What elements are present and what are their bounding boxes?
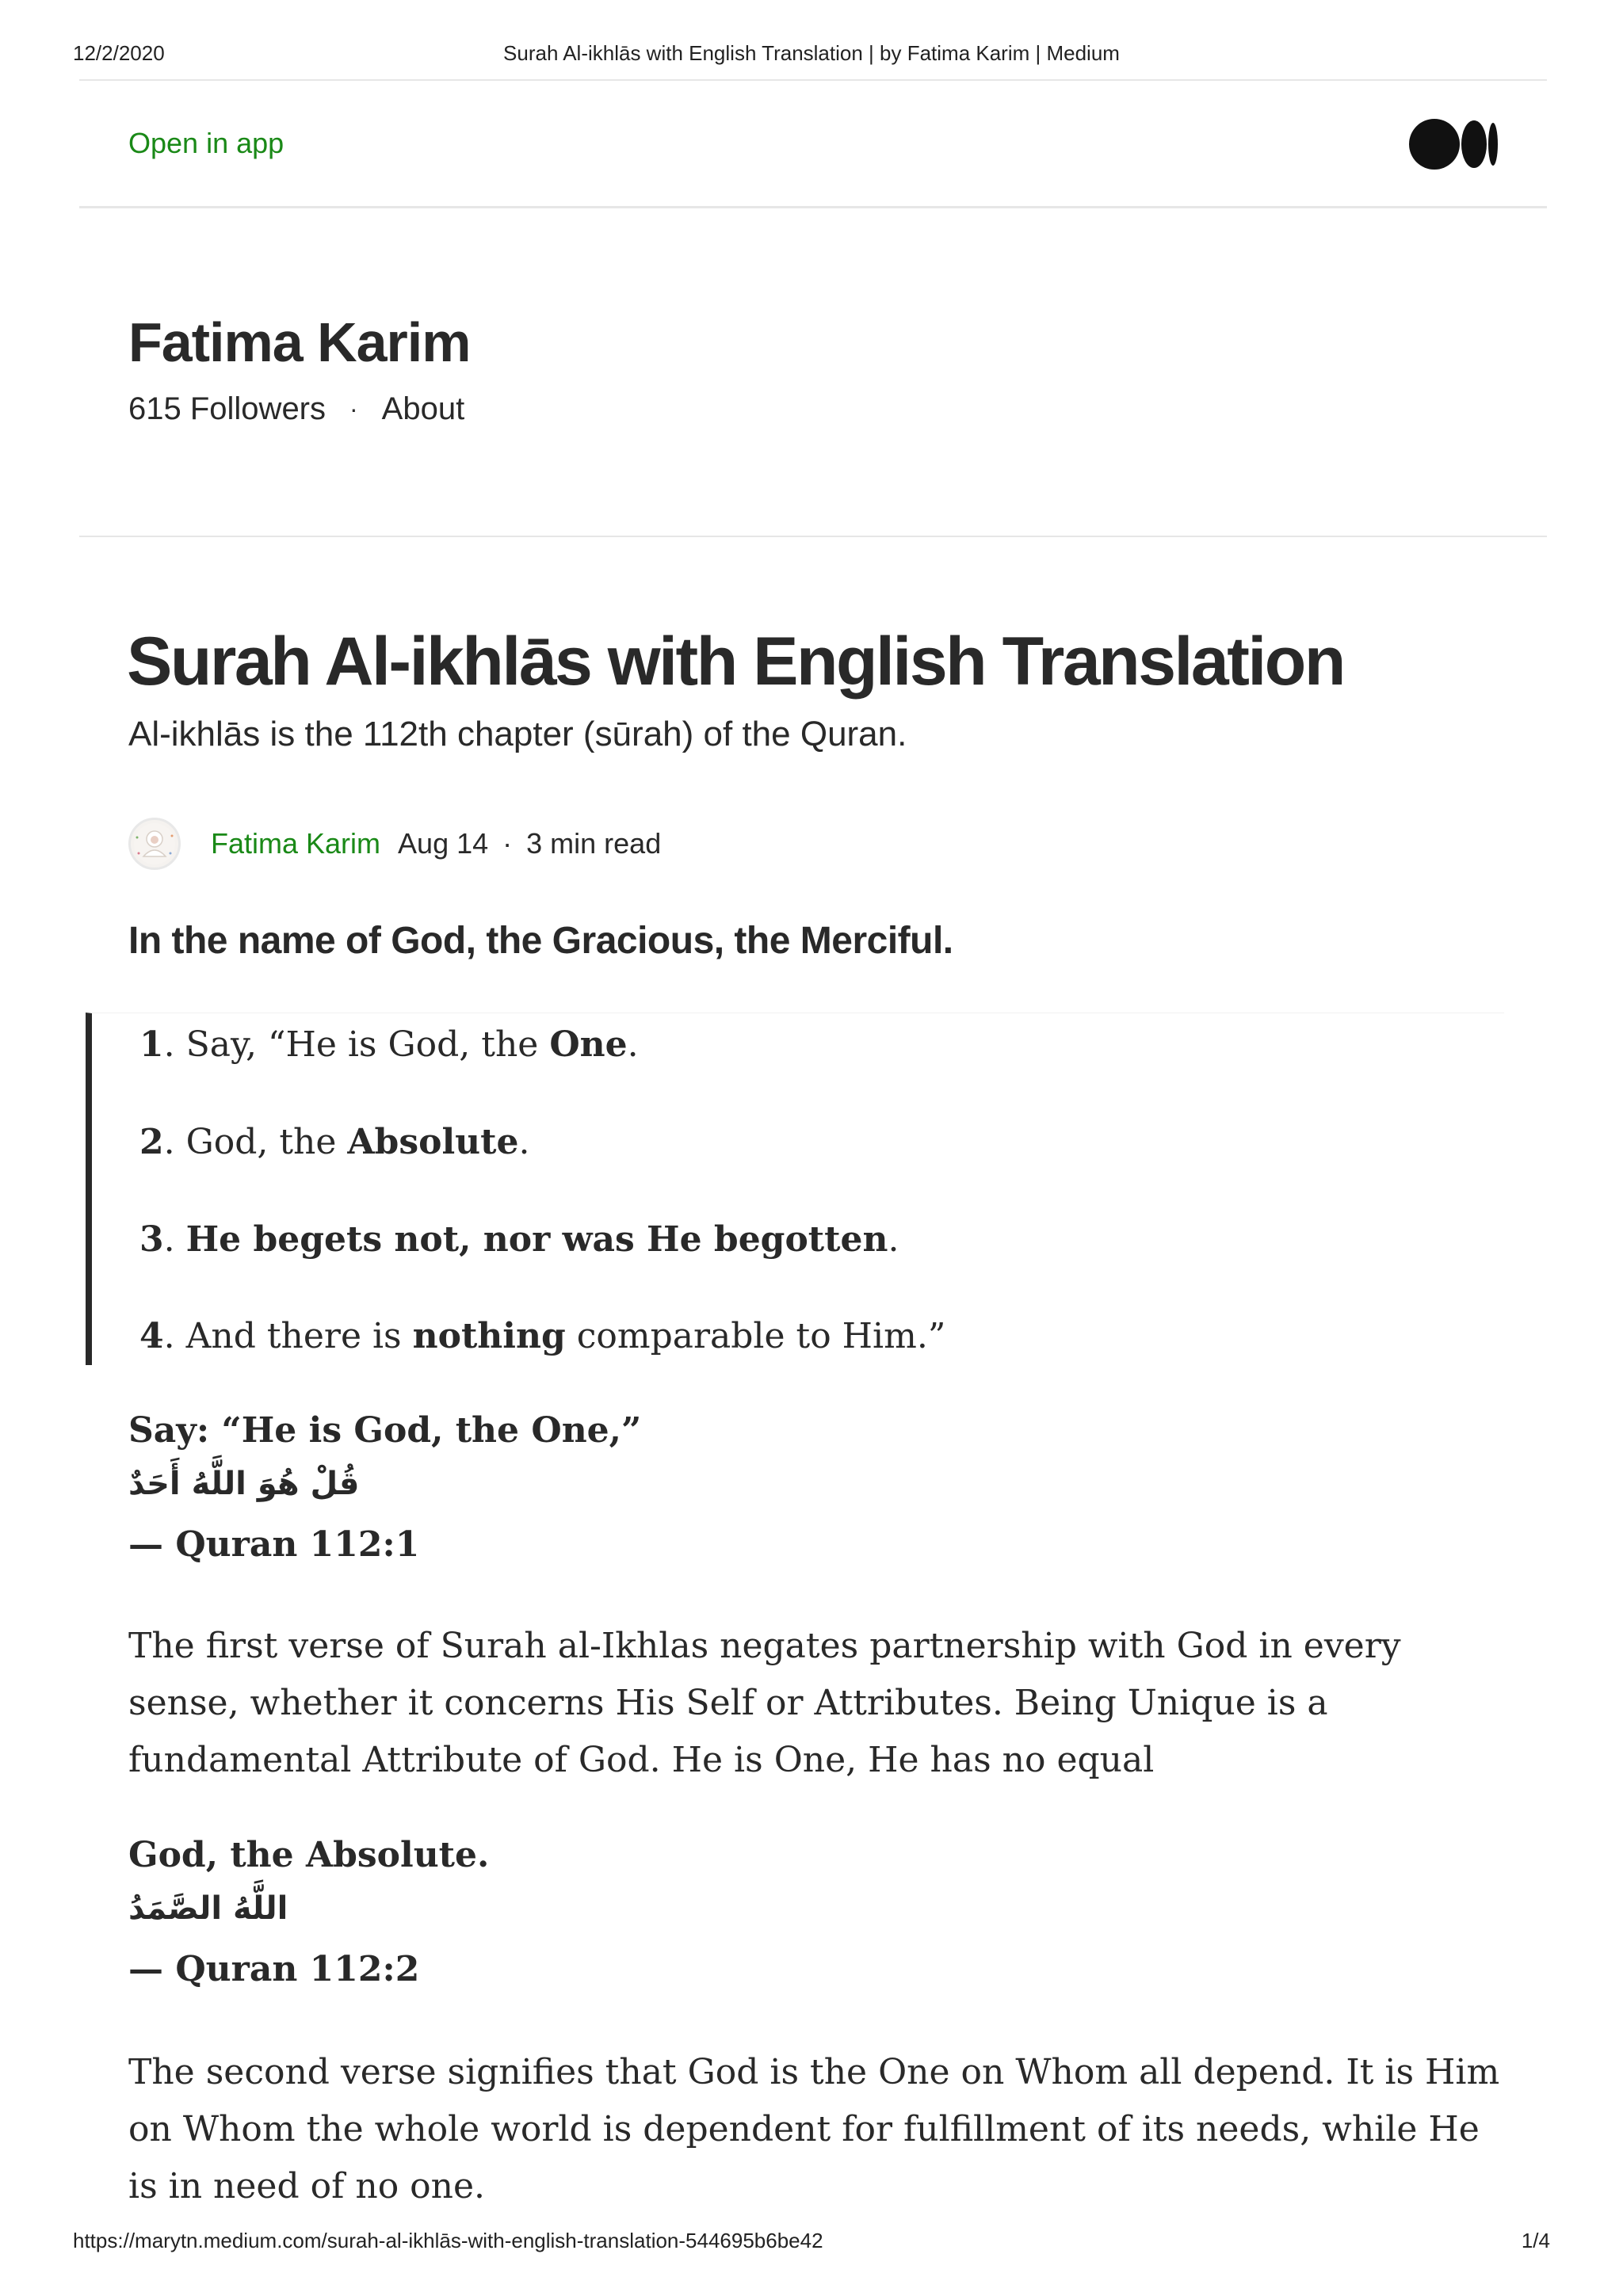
print-page-number: 1/4	[1521, 2229, 1550, 2252]
verse-1-heading: Say: “He is God, the One,”	[128, 1410, 642, 1451]
open-in-app-link[interactable]: Open in app	[128, 127, 285, 159]
top-navigation-bar	[79, 79, 1547, 208]
print-date: 12/2/2020	[73, 41, 165, 65]
print-footer	[73, 2229, 1550, 2252]
print-url: https://marytn.medium.com/surah-al-ikhlās-with-english-translation-544695b6be42	[73, 2229, 823, 2252]
verse-line-4: 4. And there is nothing comparable to Him.”	[139, 1316, 946, 1356]
verse-2-heading: God, the Absolute.	[128, 1835, 490, 1875]
article-byline	[128, 816, 661, 871]
verse-line-1: 1. Say, “He is God, the One.	[139, 1024, 639, 1065]
verse-2-commentary: The second verse signifies that God is the One on Whom all depend. It is Him on Whom the whole world is dependent for fulfillment of its needs, while He is in need of no one.	[128, 2052, 1500, 2206]
read-time: 3 min read	[526, 827, 662, 860]
verse-1-commentary: The first verse of Surah al-Ikhlas negates partnership with God in every sense, whether it concerns His Self or Attributes. Being Unique is a fundamental Attribute of God. He is One, He has no equal	[128, 1626, 1401, 1780]
verse-1-reference: — Quran 112:1	[128, 1524, 420, 1565]
byline-author-link[interactable]: Fatima Karim	[211, 827, 381, 860]
print-page-title: Surah Al-ikhlās with English Translation | by Fatima Karim | Medium	[503, 41, 1120, 65]
verse-1-arabic: قُلْ هُوَ اللَّهُ أَحَدٌ	[128, 1466, 360, 1502]
about-link[interactable]: About	[381, 391, 465, 426]
verse-line-3: 3. He begets not, nor was He begotten.	[139, 1219, 899, 1260]
meta-separator: ·	[349, 395, 358, 423]
medium-logo-icon[interactable]	[1407, 119, 1499, 170]
bismillah-heading: In the name of God, the Gracious, the Merciful.	[128, 920, 953, 962]
author-meta	[128, 391, 464, 427]
publication-author-name[interactable]: Fatima Karim	[128, 311, 471, 373]
followers-link[interactable]: 615 Followers	[128, 391, 327, 426]
byline-separator: ·	[502, 827, 513, 860]
print-header	[73, 41, 1550, 65]
verse-2-arabic: اللَّهُ الصَّمَدُ	[128, 1890, 288, 1927]
verses-blockquote	[86, 1013, 1504, 1365]
publish-date: Aug 14	[398, 827, 489, 860]
avatar[interactable]	[128, 818, 181, 870]
article-title: Surah Al-ikhlās with English Translation	[127, 624, 1344, 700]
section-divider	[79, 536, 1547, 537]
verse-line-2: 2. God, the Absolute.	[139, 1122, 530, 1162]
article-subtitle: Al-ikhlās is the 112th chapter (sūrah) of the Quran.	[128, 715, 907, 753]
verse-2-reference: — Quran 112:2	[128, 1949, 420, 1989]
